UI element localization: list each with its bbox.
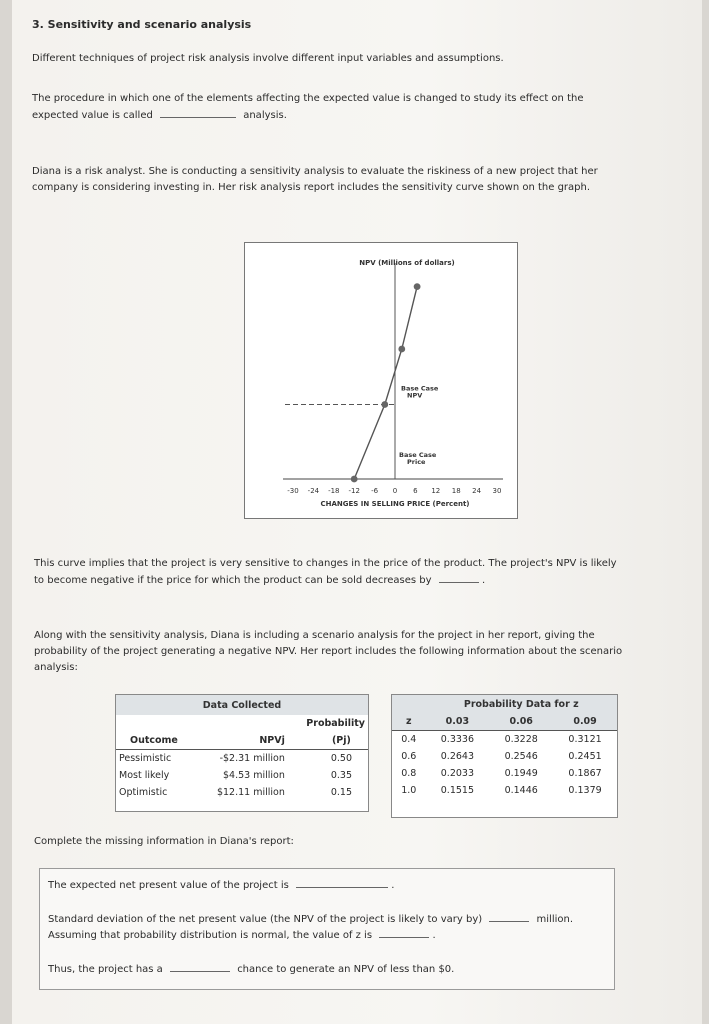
x-tick-label: 6 [413, 487, 418, 495]
data-collected-table [115, 694, 369, 812]
prob-cell: 0.1515 [440, 785, 475, 796]
worksheet-page [12, 0, 702, 1024]
q1-line1: The procedure in which one of the elements affecting the expected value is changed to study its effect on the [32, 93, 584, 104]
x-tick-label: -12 [348, 487, 360, 495]
x-tick-label: 0 [392, 487, 398, 495]
x-tick-label: 12 [431, 487, 441, 495]
q1-suffix: analysis. [243, 110, 287, 121]
scenario-line3: analysis: [34, 662, 78, 673]
stdev-unit: million. [536, 914, 574, 925]
header-outcome: Outcome [116, 732, 196, 750]
x-axis-label: CHANGES IN SELLING PRICE (Percent) [320, 500, 470, 508]
probability-cell: 0.15 [330, 787, 352, 798]
prob-cell: 0.1867 [568, 768, 602, 779]
q1-prefix: expected value is called [32, 110, 153, 121]
npv-cell: $12.11 million [216, 787, 285, 798]
x-tick-label: 30 [492, 487, 502, 495]
z-blank[interactable] [379, 927, 429, 938]
outcome-cell: Most likely [119, 770, 170, 781]
scenario-line1: Along with the sensitivity analysis, Diana is including a scenario analysis for the project in her report, giving the [34, 630, 595, 641]
npv-cell: -$2.31 million [219, 753, 285, 764]
chance-prefix: Thus, the project has a [48, 964, 163, 975]
context-line2: company is considering investing in. Her risk analysis report includes the sensitivity curve shown on the graph. [32, 182, 591, 193]
prob-cell: 0.2033 [440, 768, 475, 779]
table-row [392, 731, 617, 749]
annotation-base-case-price: Base Case Price [399, 451, 437, 466]
stdev-line [48, 911, 573, 928]
complete-prompt: Complete the missing information in Diana's report: [34, 836, 294, 847]
prob-cell: 0.1379 [568, 785, 602, 796]
data-point [381, 401, 388, 408]
z-label: Assuming that probability distribution is normal, the value of z is [48, 930, 373, 941]
z-cell: 0.6 [401, 751, 417, 762]
table-row [392, 748, 617, 765]
data-point [351, 476, 358, 483]
data-table-title: Data Collected [116, 695, 368, 715]
header-probability: Probability [306, 718, 365, 729]
z-cell: 0.4 [401, 734, 417, 745]
table-row [116, 767, 368, 784]
intro-text: Different techniques of project risk analysis involve different input variables and assumptions. [32, 53, 504, 64]
prob-cell: 0.1446 [504, 785, 538, 796]
q1-answer-blank[interactable] [160, 107, 236, 118]
header-pj: (Pj) [288, 732, 368, 750]
prob-cell: 0.1949 [504, 768, 538, 779]
z-line: Assuming that probability distribution is normal, the value of z is . [48, 927, 436, 944]
q2-text: to become negative if the price for which the product can be sold decreases by [34, 575, 432, 586]
prob-cell: 0.2451 [568, 751, 602, 762]
x-tick-label: 18 [451, 487, 461, 495]
expected-npv-line: The expected net present value of the project is . [48, 877, 394, 894]
x-tick-label: -18 [328, 487, 340, 495]
header-006: 0.06 [489, 713, 553, 731]
x-tick-label: -24 [307, 487, 320, 495]
section-heading: 3. Sensitivity and scenario analysis [32, 18, 252, 31]
prob-cell: 0.3121 [568, 734, 602, 745]
header-009: 0.09 [553, 713, 617, 731]
probability-cell: 0.35 [330, 770, 352, 781]
probability-cell: 0.50 [330, 753, 352, 764]
chance-line [48, 961, 454, 978]
header-z: z [392, 713, 425, 731]
z-cell: 1.0 [401, 785, 417, 796]
prob-table-title: Probability Data for z [425, 695, 617, 713]
header-003: 0.03 [425, 713, 489, 731]
chance-suffix: chance to generate an NPV of less than $0. [237, 964, 455, 975]
sensitivity-chart-svg [245, 243, 517, 518]
stdev-label: Standard deviation of the net present value (the NPV of the project is likely to vary by) [48, 914, 483, 925]
q2-answer-blank[interactable] [439, 572, 479, 583]
x-tick-label: -6 [371, 487, 379, 495]
expected-npv-label: The expected net present value of the project is [48, 880, 289, 891]
report-answer-box [39, 868, 615, 990]
prob-cell: 0.2546 [504, 751, 538, 762]
x-tick-label: -30 [287, 487, 299, 495]
q2-line1: This curve implies that the project is very sensitive to changes in the price of the product. The project's NPV is likely [34, 558, 617, 569]
outcome-cell: Pessimistic [119, 753, 172, 764]
probability-z-table [391, 694, 618, 818]
outcome-cell: Optimistic [119, 787, 168, 798]
chance-blank[interactable] [170, 961, 230, 972]
data-point [414, 283, 421, 290]
scenario-line2: probability of the project generating a negative NPV. Her report includes the following information about the scenario [34, 646, 623, 657]
context-line1: Diana is a risk analyst. She is conducting a sensitivity analysis to evaluate the riskiness of a new project that her [32, 166, 598, 177]
x-tick-label: 24 [472, 487, 482, 495]
stdev-blank[interactable] [489, 911, 529, 922]
prob-cell: 0.3228 [504, 734, 538, 745]
npv-cell: $4.53 million [222, 770, 285, 781]
data-point [398, 346, 405, 353]
prob-cell: 0.2643 [440, 751, 475, 762]
annotation-base-case-npv: Base Case NPV [401, 384, 439, 400]
table-row [116, 784, 368, 801]
table-row [116, 750, 368, 768]
q1-line2 [32, 107, 287, 124]
z-cell: 0.8 [401, 768, 417, 779]
sensitivity-graph [244, 242, 518, 519]
table-row [392, 765, 617, 782]
table-row [392, 782, 617, 799]
chart-title: NPV (Millions of dollars) [359, 259, 455, 267]
q2-line2: to become negative if the price for which the product can be sold decreases by . [34, 572, 485, 589]
prob-cell: 0.3336 [440, 734, 475, 745]
header-npv: NPVj [196, 732, 288, 750]
expected-npv-blank[interactable] [296, 877, 388, 888]
